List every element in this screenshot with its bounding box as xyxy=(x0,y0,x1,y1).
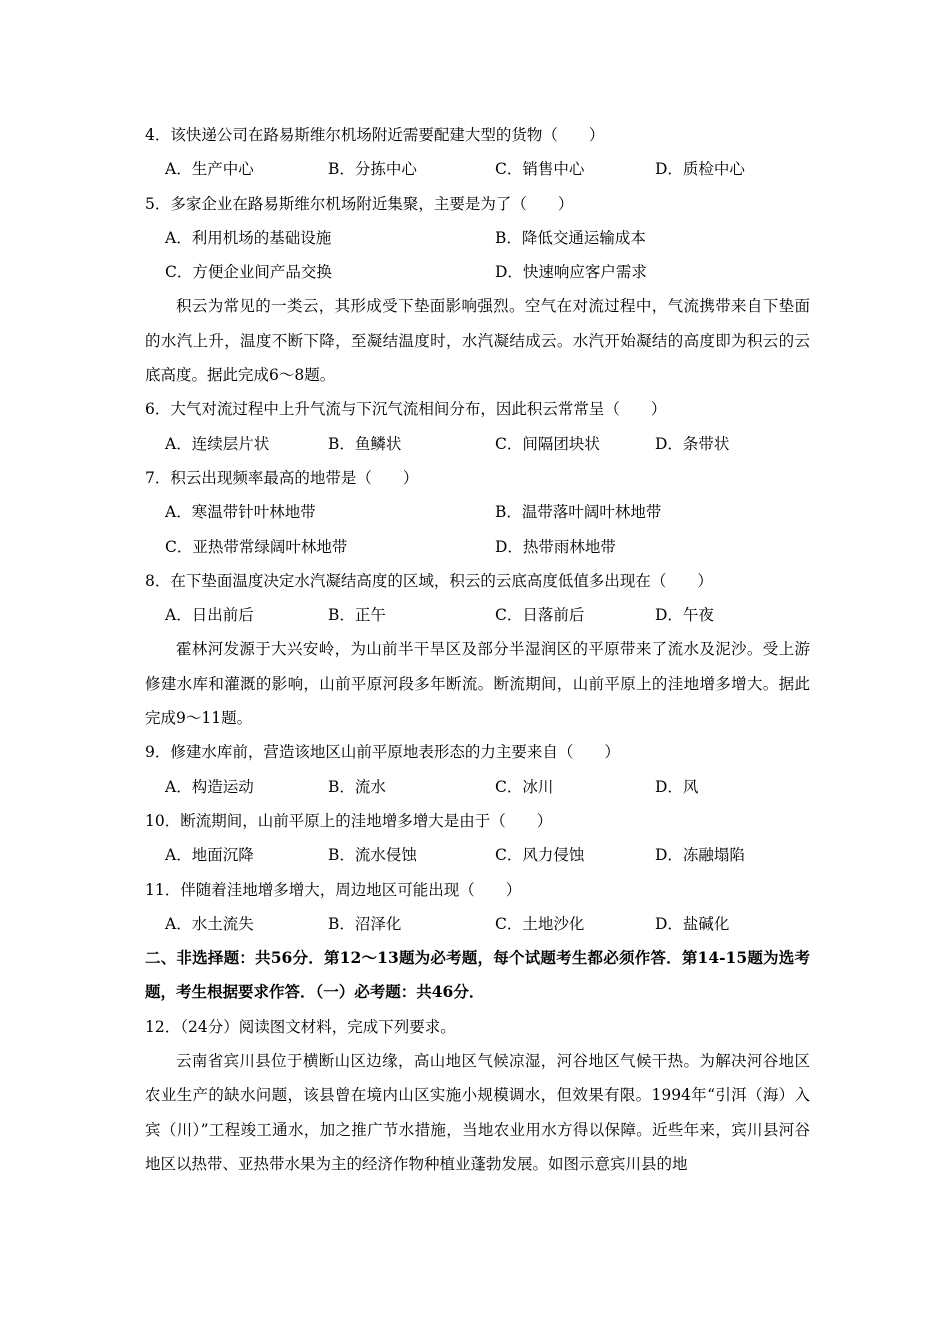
option-a: A．日出前后 xyxy=(165,606,254,625)
option-c: C．风力侵蚀 xyxy=(495,846,585,865)
option-d: D．快速响应客户需求 xyxy=(495,263,647,282)
option-c: C．冰川 xyxy=(495,777,554,796)
option-b: B．分拣中心 xyxy=(328,160,417,179)
option-d: D．条带状 xyxy=(655,434,730,453)
option-c: C．土地沙化 xyxy=(495,914,585,933)
option-d: D．风 xyxy=(655,777,699,796)
option-a: A．地面沉降 xyxy=(165,846,254,865)
question-7-options-row2 xyxy=(145,530,810,564)
option-a: A．水土流失 xyxy=(165,914,254,933)
option-c: C．亚热带常绿阔叶林地带 xyxy=(165,537,348,556)
option-d: D．午夜 xyxy=(655,606,714,625)
question-6-stem: 6．大气对流过程中上升气流与下沉气流相间分布，因此积云常常呈（ ） xyxy=(145,400,667,419)
option-d: D．质检中心 xyxy=(655,160,745,179)
question-5-options-row1 xyxy=(145,221,810,255)
question-7-stem: 7．积云出现频率最高的地带是（ ） xyxy=(145,468,419,487)
exam-page xyxy=(145,118,810,1181)
option-b: B．温带落叶阔叶林地带 xyxy=(495,503,662,522)
question-12-stem: 12．（24分）阅读图文材料，完成下列要求。 xyxy=(145,1017,456,1036)
option-c: C．方便企业间产品交换 xyxy=(165,263,332,282)
option-b: B．流水侵蚀 xyxy=(328,846,417,865)
option-c: C．销售中心 xyxy=(495,160,585,179)
question-11-options xyxy=(145,907,810,941)
option-a: A．构造运动 xyxy=(165,777,254,796)
question-10-stem: 10．断流期间，山前平原上的洼地增多增大是由于（ ） xyxy=(145,811,553,830)
question-6-options xyxy=(145,427,810,461)
question-11-stem: 11．伴随着洼地增多增大，周边地区可能出现（ ） xyxy=(145,880,522,899)
question-7-options-row1 xyxy=(145,495,810,529)
option-a: A．生产中心 xyxy=(165,160,254,179)
question-9-options xyxy=(145,770,810,804)
question-4-stem: 4．该快递公司在路易斯维尔机场附近需要配建大型的货物（ ） xyxy=(145,126,605,144)
option-b: B．降低交通运输成本 xyxy=(495,228,646,247)
option-d: D．热带雨林地带 xyxy=(495,537,616,556)
section-2-heading: 二、非选择题：共56分．第12～13题为必考题，每个试题考生都必须作答．第14-15题为选考题，考生根据要求作答．（一）必考题：共46分． xyxy=(145,948,810,1002)
question-10-options xyxy=(145,838,810,872)
option-c: C．日落前后 xyxy=(495,606,585,625)
option-b: B．沼泽化 xyxy=(328,914,402,933)
option-a: A．连续层片状 xyxy=(165,434,270,453)
question-8-options xyxy=(145,598,810,632)
option-c: C．间隔团块状 xyxy=(495,434,600,453)
question-5-stem: 5．多家企业在路易斯维尔机场附近集聚，主要是为了（ ） xyxy=(145,194,574,213)
question-4-options xyxy=(145,152,810,186)
option-b: B．鱼鳞状 xyxy=(328,434,402,453)
question-9-stem: 9．修建水库前，营造该地区山前平原地表形态的力主要来自（ ） xyxy=(145,743,620,762)
option-d: D．冻融塌陷 xyxy=(655,846,745,865)
option-d: D．盐碱化 xyxy=(655,914,730,933)
passage-binchuan: 云南省宾川县位于横断山区边缘，高山地区气候凉湿，河谷地区气候干热。为解决河谷地区农业生产的缺水问题，该县曾在境内山区实施小规模调水，但效果有限。1994年“引洱（海）入宾（川）”工程竣工通水，加之推广节水措施，当地农业用水方得以保障。近些年来，宾川县河谷地区以热带、亚热带水果为主的经济作物种植业蓬勃发展。如图示意宾川县的地 xyxy=(145,1052,810,1173)
option-a: A．利用机场的基础设施 xyxy=(165,228,332,247)
option-b: B．流水 xyxy=(328,777,386,796)
option-a: A．寒温带针叶林地带 xyxy=(165,503,316,522)
question-8-stem: 8．在下垫面温度决定水汽凝结高度的区域，积云的云底高度低值多出现在（ ） xyxy=(145,571,713,590)
passage-huolin-river: 霍林河发源于大兴安岭，为山前半干旱区及部分半湿润区的平原带来了流水及泥沙。受上游修建水库和灌溉的影响，山前平原河段多年断流。断流期间，山前平原上的洼地增多增大。据此完成9～11题。 xyxy=(145,640,810,728)
option-b: B．正午 xyxy=(328,606,386,625)
question-5-options-row2 xyxy=(145,255,810,289)
passage-cumulus: 积云为常见的一类云，其形成受下垫面影响强烈。空气在对流过程中，气流携带来自下垫面的水汽上升，温度不断下降，至凝结温度时，水汽凝结成云。水汽开始凝结的高度即为积云的云底高度。据此完成6～8题。 xyxy=(145,297,810,385)
